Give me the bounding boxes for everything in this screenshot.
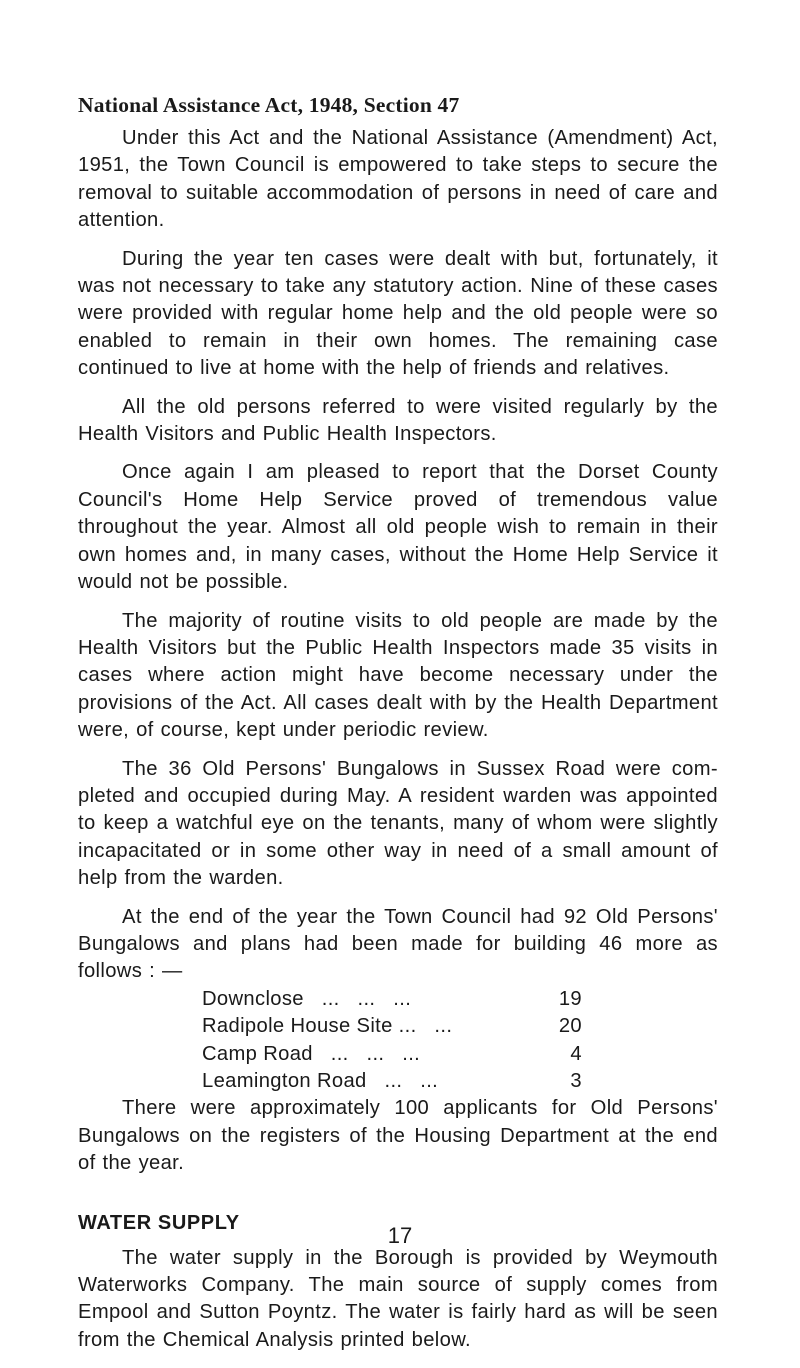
paragraph: Once again I am pleased to report that the Dorset County Council's Home Help Service proved of tremendous value throughout the year. Almost all old people wish to remain in their own homes and, in many cases, without the Home Help Service it would not be possible.	[78, 461, 718, 594]
dot-leader: ... ...	[392, 1015, 453, 1038]
site-count: 19	[558, 987, 582, 1010]
section-heading-national-assistance: National Assistance Act, 1948, Section 47	[78, 93, 460, 117]
site-count: 3	[570, 1070, 582, 1092]
document-page	[78, 92, 718, 1365]
bungalow-sites-list	[202, 986, 582, 1096]
list-item	[202, 1013, 582, 1040]
site-name: Leamington Road	[202, 1070, 367, 1092]
dot-leader: ... ... ...	[312, 1042, 421, 1065]
paragraph: At the end of the year the Town Council had 92 Old Persons' Bungalows and plans had been made for building 46 more as follows : —	[78, 905, 718, 983]
paragraph: All the old persons referred to were visited regularly by the Health Visitors and Public Health Inspectors.	[78, 395, 718, 446]
paragraph: There were approximately 100 applicants for Old Persons' Bungalows on the registers of the Housing Department at the end of the year.	[78, 1097, 718, 1175]
list-item	[202, 986, 582, 1013]
paragraph: Under this Act and the National Assistance (Amendment) Act, 1951, the Town Council is empowered to take steps to secure the removal to suitable accommodation of persons in need of care and attention.	[78, 127, 718, 232]
list-item	[202, 1041, 582, 1068]
dot-leader: ... ...	[366, 1070, 439, 1092]
site-name: Downclose	[202, 987, 304, 1010]
list-item	[202, 1068, 582, 1095]
site-name: Radipole House Site	[202, 1015, 393, 1038]
site-name: Camp Road	[202, 1042, 313, 1065]
paragraph: The water supply in the Borough is provided by Weymouth Waterworks Company. The main source of supply comes from Empool and Sutton Poyntz. The water is fairly hard as will be seen from the Chemical Analysis printed below.	[78, 1246, 718, 1351]
dot-leader: ... ... ...	[303, 987, 412, 1010]
section-heading-water-supply: WATER SUPPLY	[78, 1211, 240, 1234]
paragraph: The 36 Old Persons' Bungalows in Sussex Road were com-pleted and occupied during May. A resident warden was appointed to keep a watchful eye on the tenants, many of whom were slightly incapacitated or in some other way in need of a small amount of help from the warden.	[78, 757, 718, 890]
site-count: 20	[558, 1015, 582, 1038]
site-count: 4	[570, 1042, 582, 1065]
paragraph: During the year ten cases were dealt with but, fortunately, it was not necessary to take any statutory action. Nine of these cases were provided with regular home help and the old people were so enabled to remain in their own homes. The remaining case continued to live at home with the help of friends and relatives.	[78, 247, 718, 380]
page-number: 17	[387, 1223, 413, 1248]
paragraph: The majority of routine visits to old people are made by the Health Visitors but the Public Health Inspectors made 35 visits in cases where action might have become necessary under the provisions of the Act. All cases dealt with by the Health Department were, of course, kept under periodic review.	[78, 609, 718, 742]
